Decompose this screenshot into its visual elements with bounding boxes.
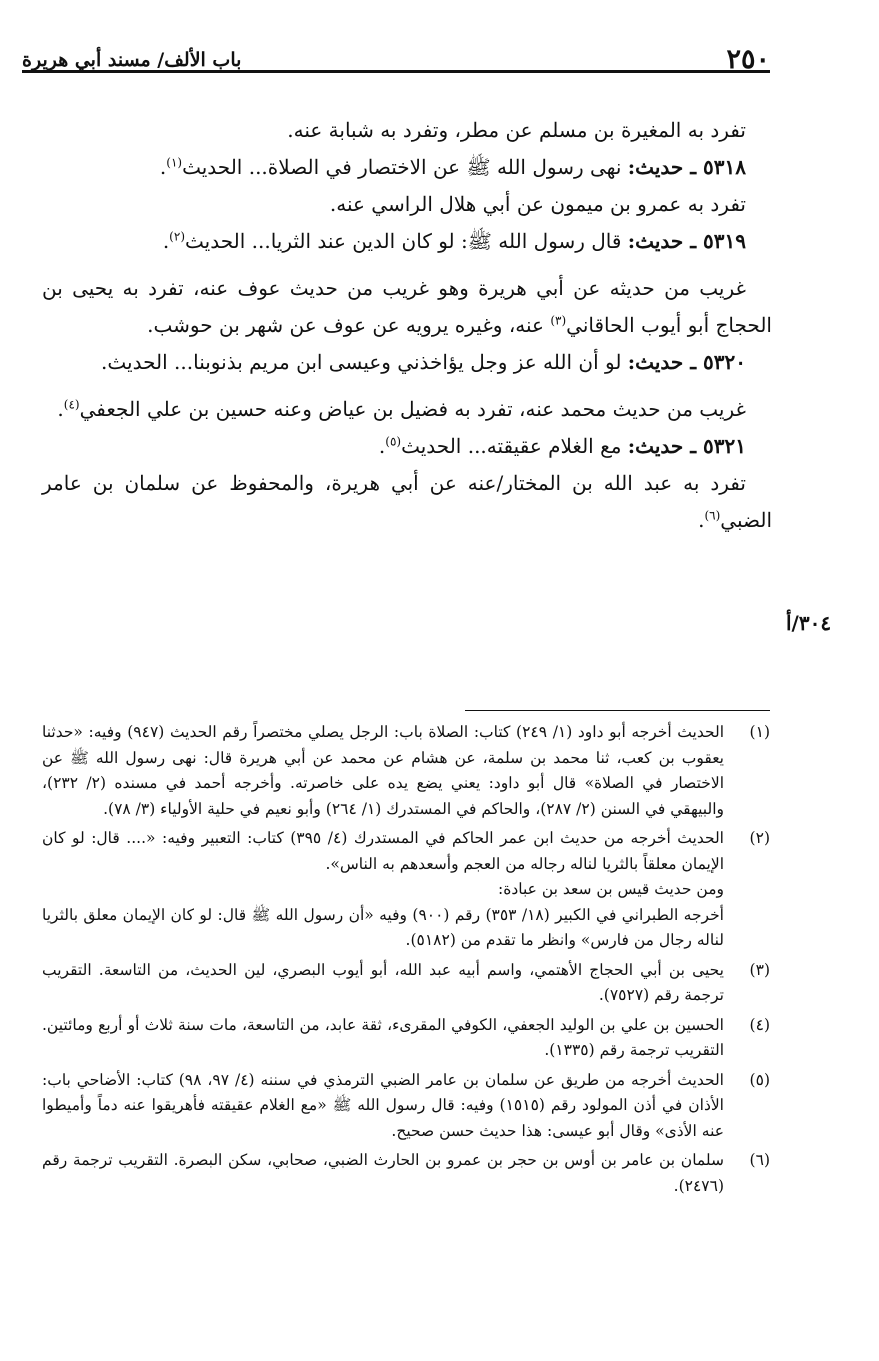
hadith-5321: ٥٣٢١ ـ حديث: مع الغلام عقيقته... الحديث$^{(٥)}$.	[378, 434, 746, 458]
paragraph: غريب من حديثه عن أبي هريرة وهو غريب من حديث عوف عنه، تفرد به يحيى بن الحجاج أبو أيوب الحاقاني$^{(٣)}$ عنه، وغيره يرويه عن عوف عن شهر بن حوشب.	[42, 276, 772, 337]
footnote-number: (٥)	[749, 1070, 770, 1089]
footnote-ref: (٥)	[385, 434, 402, 449]
footnote	[42, 1148, 770, 1199]
running-title: باب الألف/ مسند أبي هريرة	[22, 49, 242, 71]
hadith-number: ٥٣٢٠ ـ حديث:	[627, 350, 746, 374]
footnote	[42, 1068, 770, 1145]
footnote-separator	[465, 710, 770, 711]
footnote-text: الحديث أخرجه من حديث ابن عمر الحاكم في المستدرك (٤/ ٣٩٥) كتاب: التعبير وفيه: «.... قال: لو كان الإيمان معلقاً بالثريا لناله رجاله من العجم وأسعدهم به الناس».	[42, 829, 724, 873]
footnote-text: الحديث أخرجه أبو داود (١/ ٢٤٩) كتاب: الصلاة باب: الرجل يصلي مختصراً رقم الحديث (٩٤٧) وفيه: «حدثنا يعقوب بن كعب، ثنا محمد بن سلمة، عن هشام عن محمد عن أبي هريرة قال: نهى رسول الله ﷺ عن الاختصار في الصلاة» قال أبو داود: يعني يضع يده على خاصرته. وأخرجه أحمد في مسنده (٢/ ٢٣٢)، والبيهقي في السنن (٢/ ٢٨٧)، والحاكم في المستدرك (١/ ٢٦٤) وأبو نعيم في حلية الأولياء (٣/ ٧٨).	[42, 723, 725, 818]
footnote-text: الحسين بن علي بن الوليد الجعفي، الكوفي المقرىء، ثقة عابد، من التاسعة، مات سنة ثلاث أو أربع ومائتين. التقريب ترجمة رقم (١٣٣٥).	[42, 1015, 724, 1059]
paragraph: تفرد به المغيرة بن مسلم عن مطر، وتفرد به شبابة عنه.	[287, 118, 746, 142]
footnote-subheading: ومن حديث قيس بن سعد بن عبادة:	[498, 880, 724, 898]
footnote	[42, 958, 770, 1009]
paragraph: تفرد به عمرو بن ميمون عن أبي هلال الراسي عنه.	[329, 192, 746, 216]
footnote-text: سلمان بن عامر بن أوس بن حجر بن عمرو بن الحارث الضبي، صحابي، سكن البصرة. التقريب ترجمة رقم (٢٤٧٦).	[42, 1151, 724, 1195]
footnote-text: الحديث أخرجه من طريق عن سلمان بن عامر الضبي الترمذي في سننه (٤/ ٩٧، ٩٨) كتاب: الأضاحي باب: الأذان في أذن المولود رقم (١٥١٥) وفيه: قال رسول الله ﷺ «مع الغلام عقيقته فأهريقوا عنه دماً وأميطوا عنه الأذى» وقال أبو عيسى: هذا حديث حسن صحيح.	[42, 1070, 724, 1140]
footnote-number: (٢)	[749, 829, 770, 847]
footnote-ref: (٤)	[63, 397, 80, 412]
footnote	[42, 720, 770, 822]
footnote-ref: (٣)	[550, 313, 567, 328]
margin-folio-note: ٣٠٤/أ	[786, 611, 832, 635]
footnote-number: (٦)	[749, 1151, 770, 1169]
footnote-ref: (١)	[166, 155, 183, 170]
footnote-ref: (٢)	[169, 229, 185, 244]
footnote	[42, 826, 770, 954]
footnote	[42, 1013, 770, 1064]
footnote-number: (١)	[749, 723, 770, 741]
hadith-number: ٥٣٢١ ـ حديث:	[627, 434, 746, 458]
footnote-text: يحيى بن أبي الحجاج الأهتمي، واسم أبيه عبد الله، أبو أيوب البصري، لين الحديث، من التاسعة. التقريب ترجمة رقم (٧٥٢٧).	[42, 960, 724, 1004]
paragraph: تفرد به عبد الله بن المختار/عنه عن أبي هريرة، والمحفوظ عن سلمان بن عامر الضبي$^{(٦)}$.	[42, 471, 772, 532]
header-rule	[22, 70, 770, 73]
paragraph: غريب من حديث محمد عنه، تفرد به فضيل بن عياض وعنه حسين بن علي الجعفي$^{(٤)}$.	[57, 397, 746, 421]
hadith-5320: ٥٣٢٠ ـ حديث: لو أن الله عز وجل يؤاخذني وعيسى ابن مريم بذنوبنا... الحديث.	[101, 350, 746, 374]
hadith-number: ٥٣١٩ ـ حديث:	[627, 229, 746, 253]
footnote-number: (٣)	[749, 960, 770, 979]
footnote-text: أخرجه الطبراني في الكبير (١٨/ ٣٥٣) رقم (٩٠٠) وفيه «أن رسول الله ﷺ قال: لو كان الإيمان معلق بالثريا لناله رجال من فارس» وانظر ما تقدم من (٥١٨٢).	[42, 905, 724, 949]
hadith-5319: ٥٣١٩ ـ حديث: قال رسول الله ﷺ: لو كان الدين عند الثريا... الحديث$^{(٢)}$.	[162, 229, 746, 253]
hadith-number: ٥٣١٨ ـ حديث:	[627, 155, 746, 179]
page-number: ٢٥٠	[726, 44, 770, 75]
main-text	[42, 112, 772, 539]
footnotes	[42, 720, 770, 1203]
hadith-5318: ٥٣١٨ ـ حديث: نهى رسول الله ﷺ عن الاختصار في الصلاة... الحديث$^{(١)}$.	[159, 155, 746, 179]
page-header	[22, 40, 770, 80]
footnote-ref: (٦)	[704, 508, 721, 523]
footnote-number: (٤)	[749, 1015, 770, 1034]
